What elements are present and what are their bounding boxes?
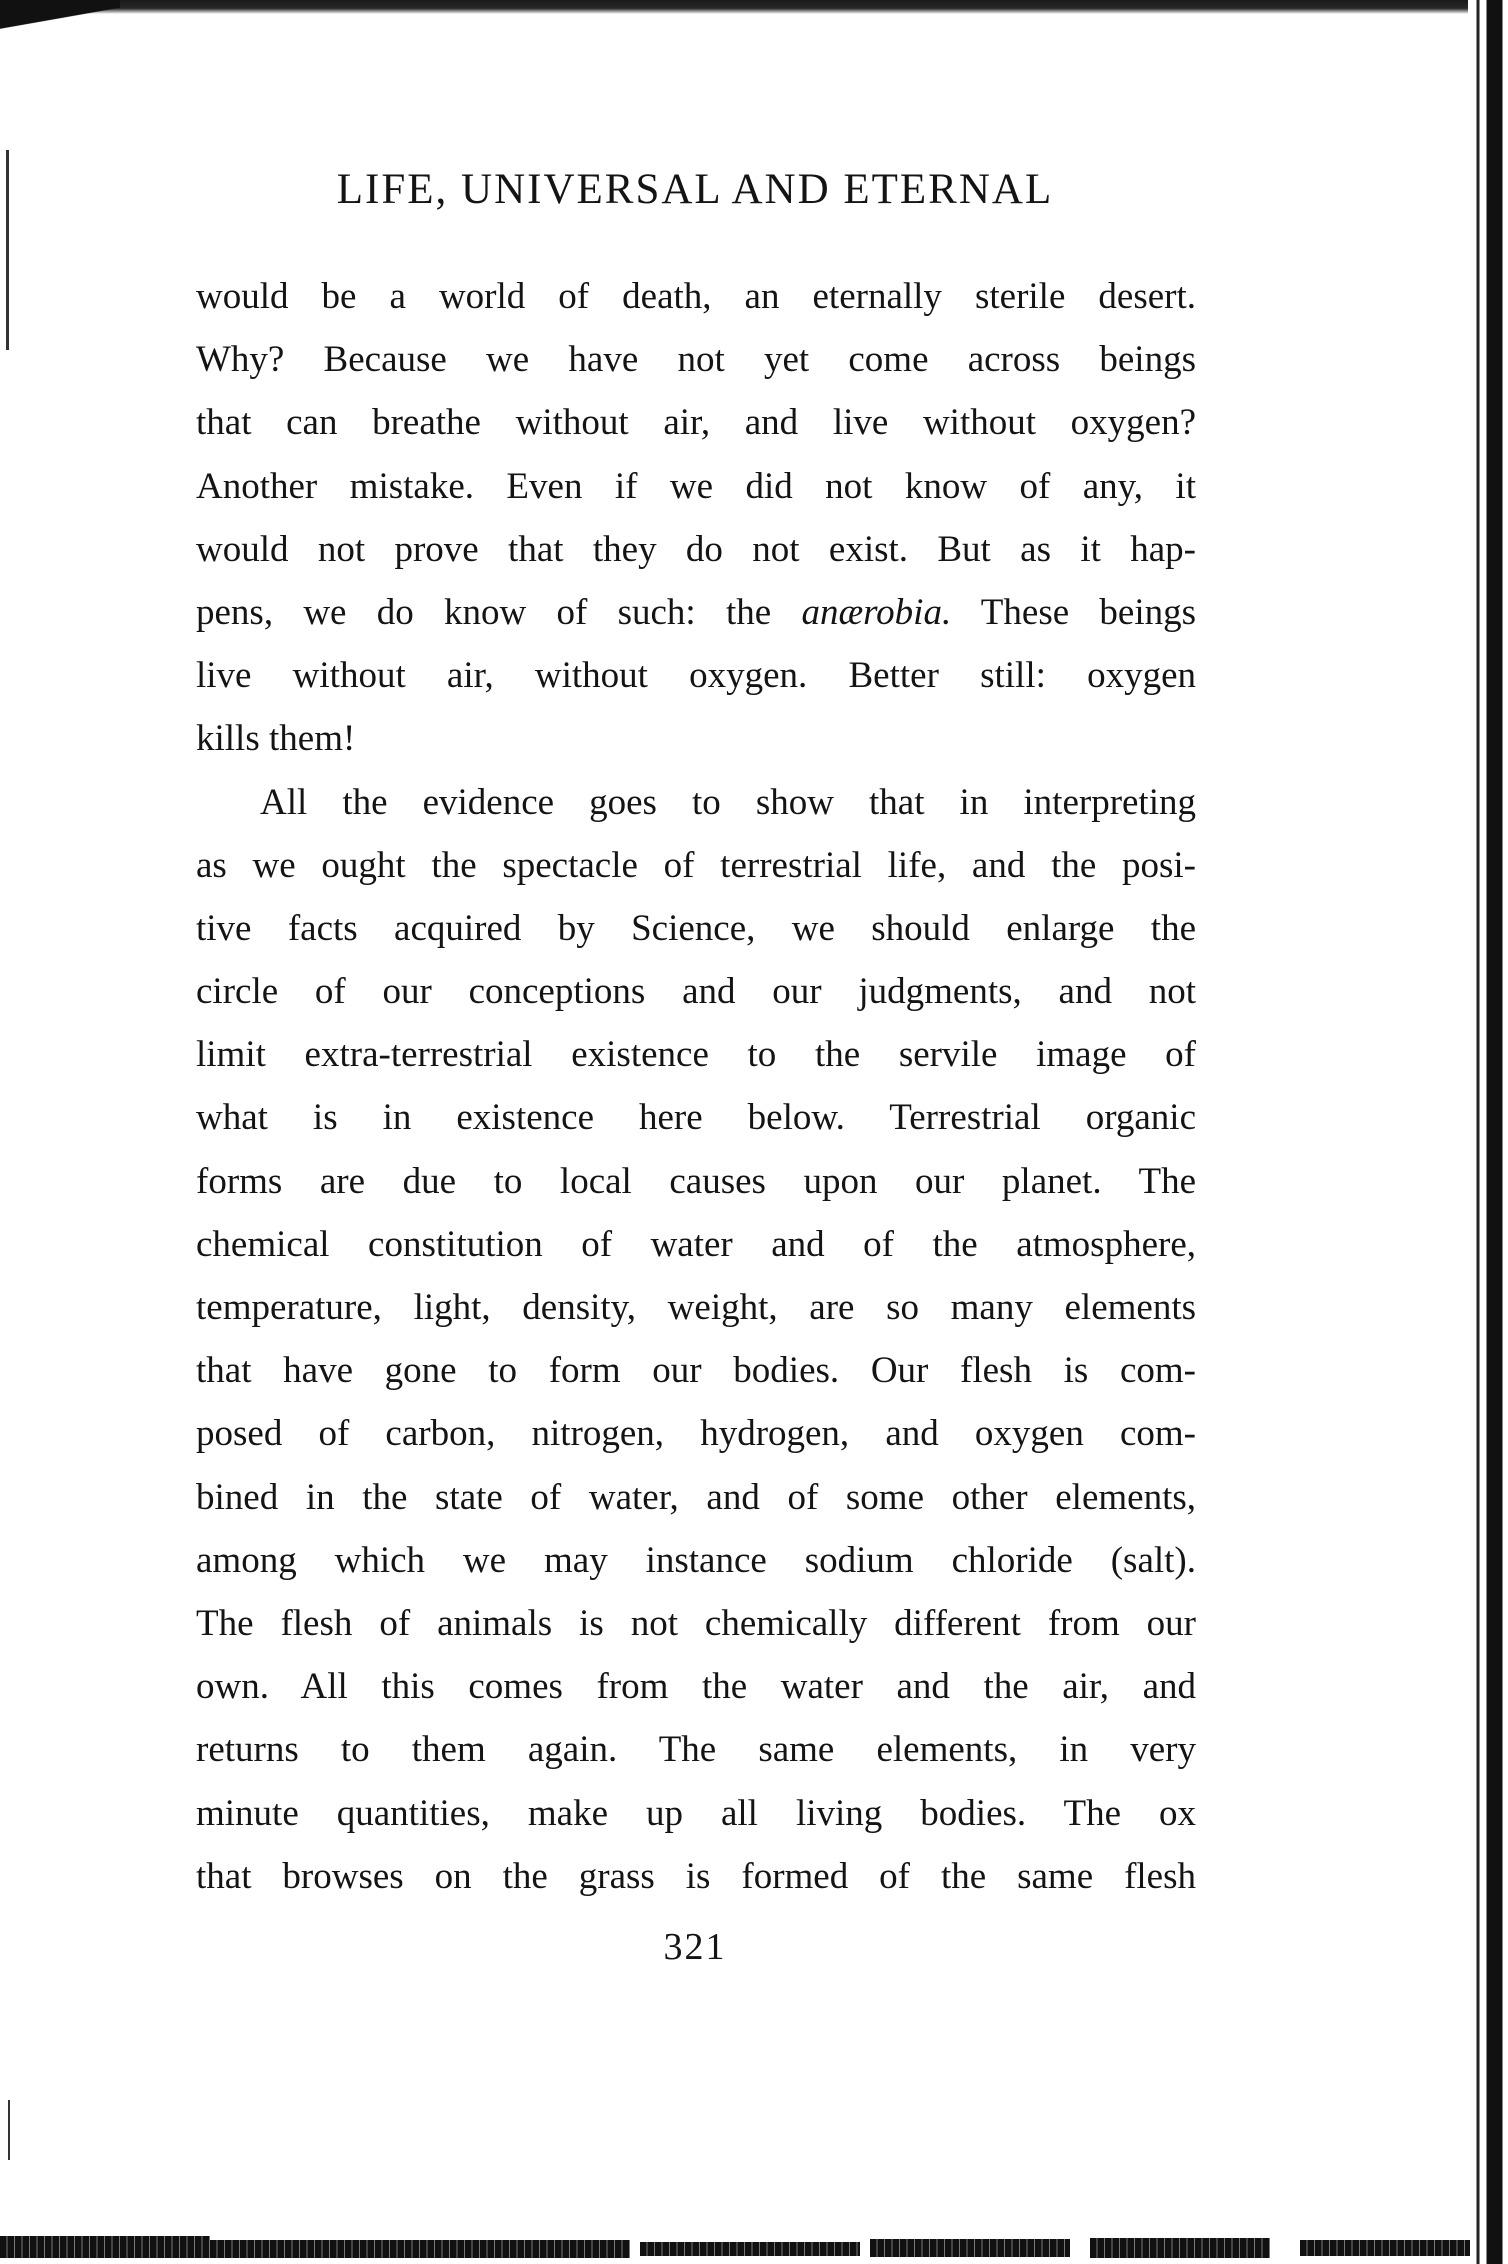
text-line: forms are due to local causes upon our planet. The bbox=[196, 1160, 1196, 1202]
text-line: kills them! bbox=[196, 718, 356, 760]
paragraph-2 bbox=[196, 771, 1196, 1908]
text-line: All the evidence goes to show that in interpreting bbox=[260, 781, 1196, 823]
text-line: Why? Because we have not yet come across beings bbox=[196, 339, 1196, 381]
body-text bbox=[196, 265, 1196, 1908]
text-line: would be a world of death, an eternally sterile desert. bbox=[196, 276, 1196, 317]
text-line-with-italic bbox=[196, 581, 1196, 644]
text-line: temperature, light, density, weight, are so many elements bbox=[196, 1287, 1196, 1328]
text-line: that browses on the grass is formed of the same flesh bbox=[196, 1855, 1196, 1897]
text-line: would not prove that they do not exist. But as it hap- bbox=[196, 528, 1196, 570]
text-line: tive facts acquired by Science, we should enlarge the bbox=[196, 907, 1196, 949]
text-line: that have gone to form our bodies. Our flesh is com- bbox=[196, 1350, 1196, 1392]
paragraph-1 bbox=[196, 265, 1196, 771]
text-line: live without air, without oxygen. Better still: oxygen bbox=[196, 655, 1196, 697]
page-number: 321 bbox=[663, 1926, 727, 1968]
text-line: returns to them again. The same elements, in very bbox=[196, 1729, 1196, 1771]
text-line: what is in existence here below. Terrestrial organic bbox=[196, 1097, 1196, 1139]
text-line: limit extra-terrestrial existence to the servile image of bbox=[196, 1034, 1196, 1076]
text-line: chemical constitution of water and of the atmosphere, bbox=[196, 1223, 1196, 1265]
text-line: bined in the state of water, and of some other elements, bbox=[196, 1476, 1196, 1518]
text-line: that can breathe without air, and live without oxygen? bbox=[196, 402, 1196, 444]
text-line: circle of our conceptions and our judgments, and not bbox=[196, 971, 1196, 1013]
text-fragment: pens, we do know of such: the bbox=[196, 591, 772, 633]
text-line: own. All this comes from the water and the air, and bbox=[196, 1666, 1196, 1708]
text-line: among which we may instance sodium chloride (salt). bbox=[196, 1539, 1196, 1581]
running-head: LIFE, UNIVERSAL AND ETERNAL bbox=[336, 166, 1054, 213]
text-line: as we ought the spectacle of terrestrial life, and the posi- bbox=[196, 844, 1196, 886]
text-line: posed of carbon, nitrogen, hydrogen, and oxygen com- bbox=[196, 1413, 1196, 1455]
text-line: Another mistake. Even if we did not know of any, it bbox=[196, 465, 1196, 507]
text-line: minute quantities, make up all living bodies. The ox bbox=[196, 1792, 1196, 1834]
italic-term: anærobia. bbox=[801, 591, 952, 633]
text-line: The flesh of animals is not chemically different from our bbox=[196, 1602, 1196, 1644]
text-fragment: These beings bbox=[980, 591, 1197, 633]
